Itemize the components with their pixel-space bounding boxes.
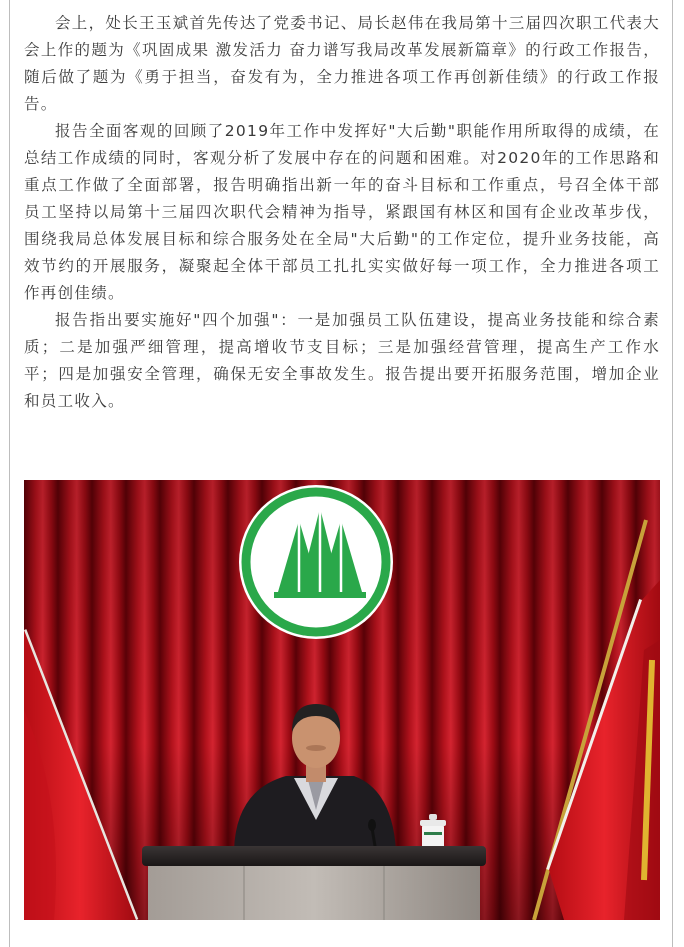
article-body	[24, 10, 660, 415]
paragraph-3: 报告指出要实施好"四个加强"：一是加强员工队伍建设，提高业务技能和综合素质；二是加强严细管理，提高增收节支目标；三是加强经营管理，提高生产工作水平；四是加强安全管理，确保无安全事故发生。报告提出要开拓服务范围，增加企业和员工收入。	[24, 311, 660, 410]
meeting-photo	[24, 480, 660, 920]
paragraph-1: 会上，处长王玉斌首先传达了党委书记、局长赵伟在我局第十三届四次职工代表大会上作的题为《巩固成果 激发活力 奋力谱写我局改革发展新篇章》的行政工作报告，随后做了题为《勇于担当，奋发有为，全力推进各项工作再创新佳绩》的行政工作报告。	[24, 14, 660, 113]
page-border-right	[672, 0, 673, 947]
page-border-left	[9, 0, 10, 947]
podium	[142, 846, 486, 920]
forestry-emblem-logo	[239, 485, 393, 639]
paragraph-2: 报告全面客观的回顾了2019年工作中发挥好"大后勤"职能作用所取得的成绩，在总结工作成绩的同时，客观分析了发展中存在的问题和困难。对2020年的工作思路和重点工作做了全面部署，报告明确指出新一年的奋斗目标和工作重点，号召全体干部员工坚持以局第十三届四次职代会精神为指导，紧跟国有林区和国有企业改革步伐，围绕我局总体发展目标和综合服务处在全局"大后勤"的工作定位，提升业务技能，高效节约的开展服务，凝聚起全体干部员工扎扎实实做好每一项工作，全力推进各项工作再创佳绩。	[24, 122, 660, 302]
